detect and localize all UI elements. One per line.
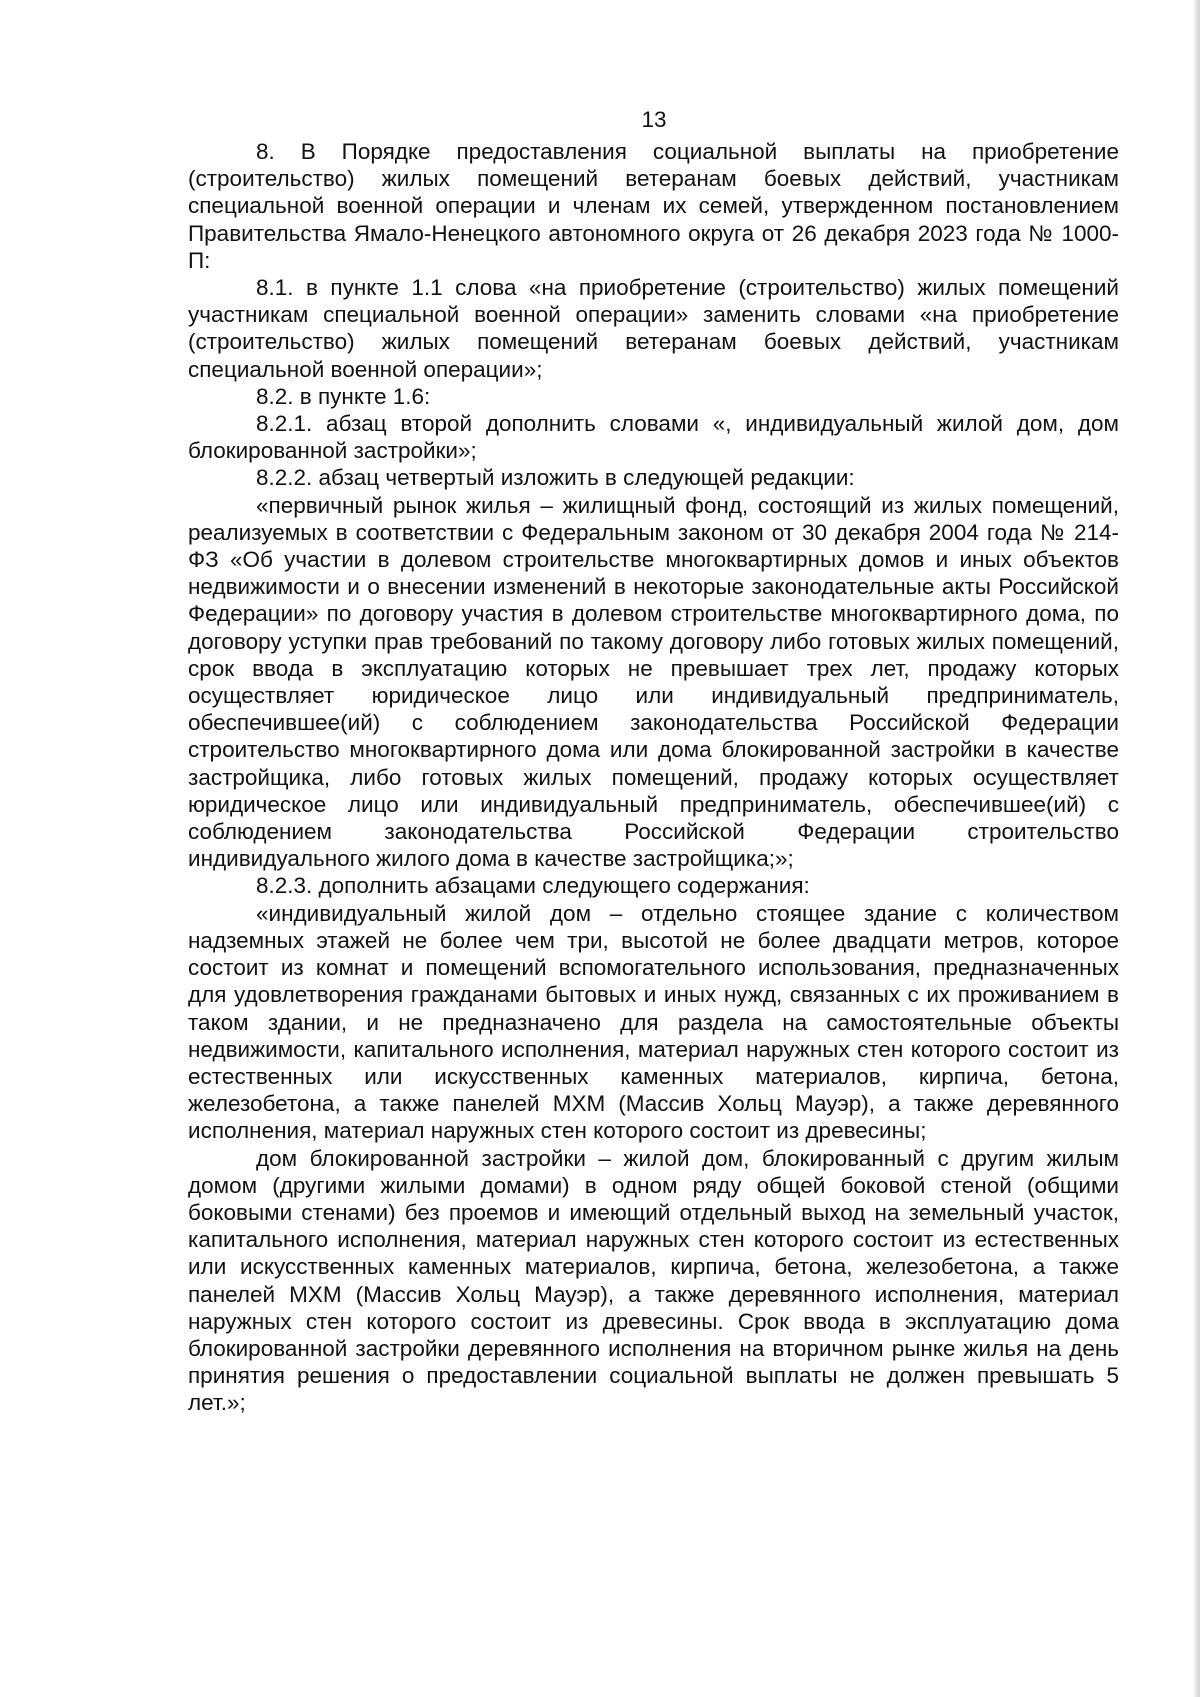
definition-individual-house: «индивидуальный жилой дом – отдельно стоящее здание с количеством надземных этажей не более чем три, высотой не более двадцати метров, которое состоит из комнат и помещений вспомогательного использования, предназначенных для удовлетворения гражданами бытовых и иных нужд, связанных с их проживанием в таком здании, и не предназначено для раздела на самостоятельные объекты недвижимости, капитального исполнения, материал наружных стен которого состоит из естественных или искусственных каменных материалов, кирпича, бетона, железобетона, а также панелей МХМ (Массив Хольц Мауэр), а также деревянного исполнения, материал наружных стен которого состоит из древесины; [188,900,1119,1144]
paragraph-8-2-3: 8.2.3. дополнить абзацами следующего содержания: [256,873,810,899]
paragraph-8-2-2: 8.2.2. абзац четвертый изложить в следующей редакции: [256,465,855,491]
document-body [188,138,1119,1417]
paragraph-8-2-1: 8.2.1. абзац второй дополнить словами «, индивидуальный жилой дом, дом блокированной застройки»; [188,411,1119,464]
definition-blocked-house: дом блокированной застройки – жилой дом, блокированный с другим жилым домом (другими жилыми домами) в одном ряду общей боковой стеной (общими боковыми стенами) без проемов и имеющий отдельный выход на земельный участок, капитального исполнения, материал наружных стен которого состоит из естественных или искусственных каменных материалов, кирпича, бетона, железобетона, а также панелей МХМ (Массив Хольц Мауэр), а также деревянного исполнения, материал наружных стен которого состоит из древесины. Срок ввода в эксплуатацию дома блокированной застройки деревянного исполнения на вторичном рынке жилья на день принятия решения о предоставлении социальной выплаты не должен превышать 5 лет.»; [188,1145,1119,1416]
page-edge-shadow [1194,0,1200,1697]
paragraph-8-1: 8.1. в пункте 1.1 слова «на приобретение (строительство) жилых помещений участникам специальной военной операции» заменить словами «на приобретение (строительство) жилых помещений ветеранам боевых действий, участникам специальной военной операции»; [188,275,1119,382]
paragraph-8: 8. В Порядке предоставления социальной выплаты на приобретение (строительство) жилых помещений ветеранам боевых действий, участникам специальной военной операции и членам их семей, утвержденном постановлением Правительства Ямало-Ненецкого автономного округа от 26 декабря 2023 года № 1000-П: [188,139,1119,273]
paragraph-8-2: 8.2. в пункте 1.6: [256,383,431,409]
definition-primary-housing-market: «первичный рынок жилья – жилищный фонд, состоящий из жилых помещений, реализуемых в соответствии с Федеральным законом от 30 декабря 2004 года № 214-ФЗ «Об участии в долевом строительстве многоквартирных домов и иных объектов недвижимости и о внесении изменений в некоторые законодательные акты Российской Федерации» по договору участия в долевом строительстве многоквартирного дома, по договору уступки прав требований по такому договору либо готовых жилых помещений, срок ввода в эксплуатацию которых не превышает трех лет, продажу которых осуществляет юридическое лицо или индивидуальный предприниматель, обеспечившее(ий) с соблюдением законодательства Российской Федерации строительство многоквартирного дома или дома блокированной застройки в качестве застройщика, либо готовых жилых помещений, продажу которых осуществляет юридическое лицо или индивидуальный предприниматель, обеспечившее(ий) с соблюдением законодательства Российской Федерации строительство индивидуального жилого дома в качестве застройщика;»; [188,492,1119,872]
page-number: 13 [641,107,667,132]
